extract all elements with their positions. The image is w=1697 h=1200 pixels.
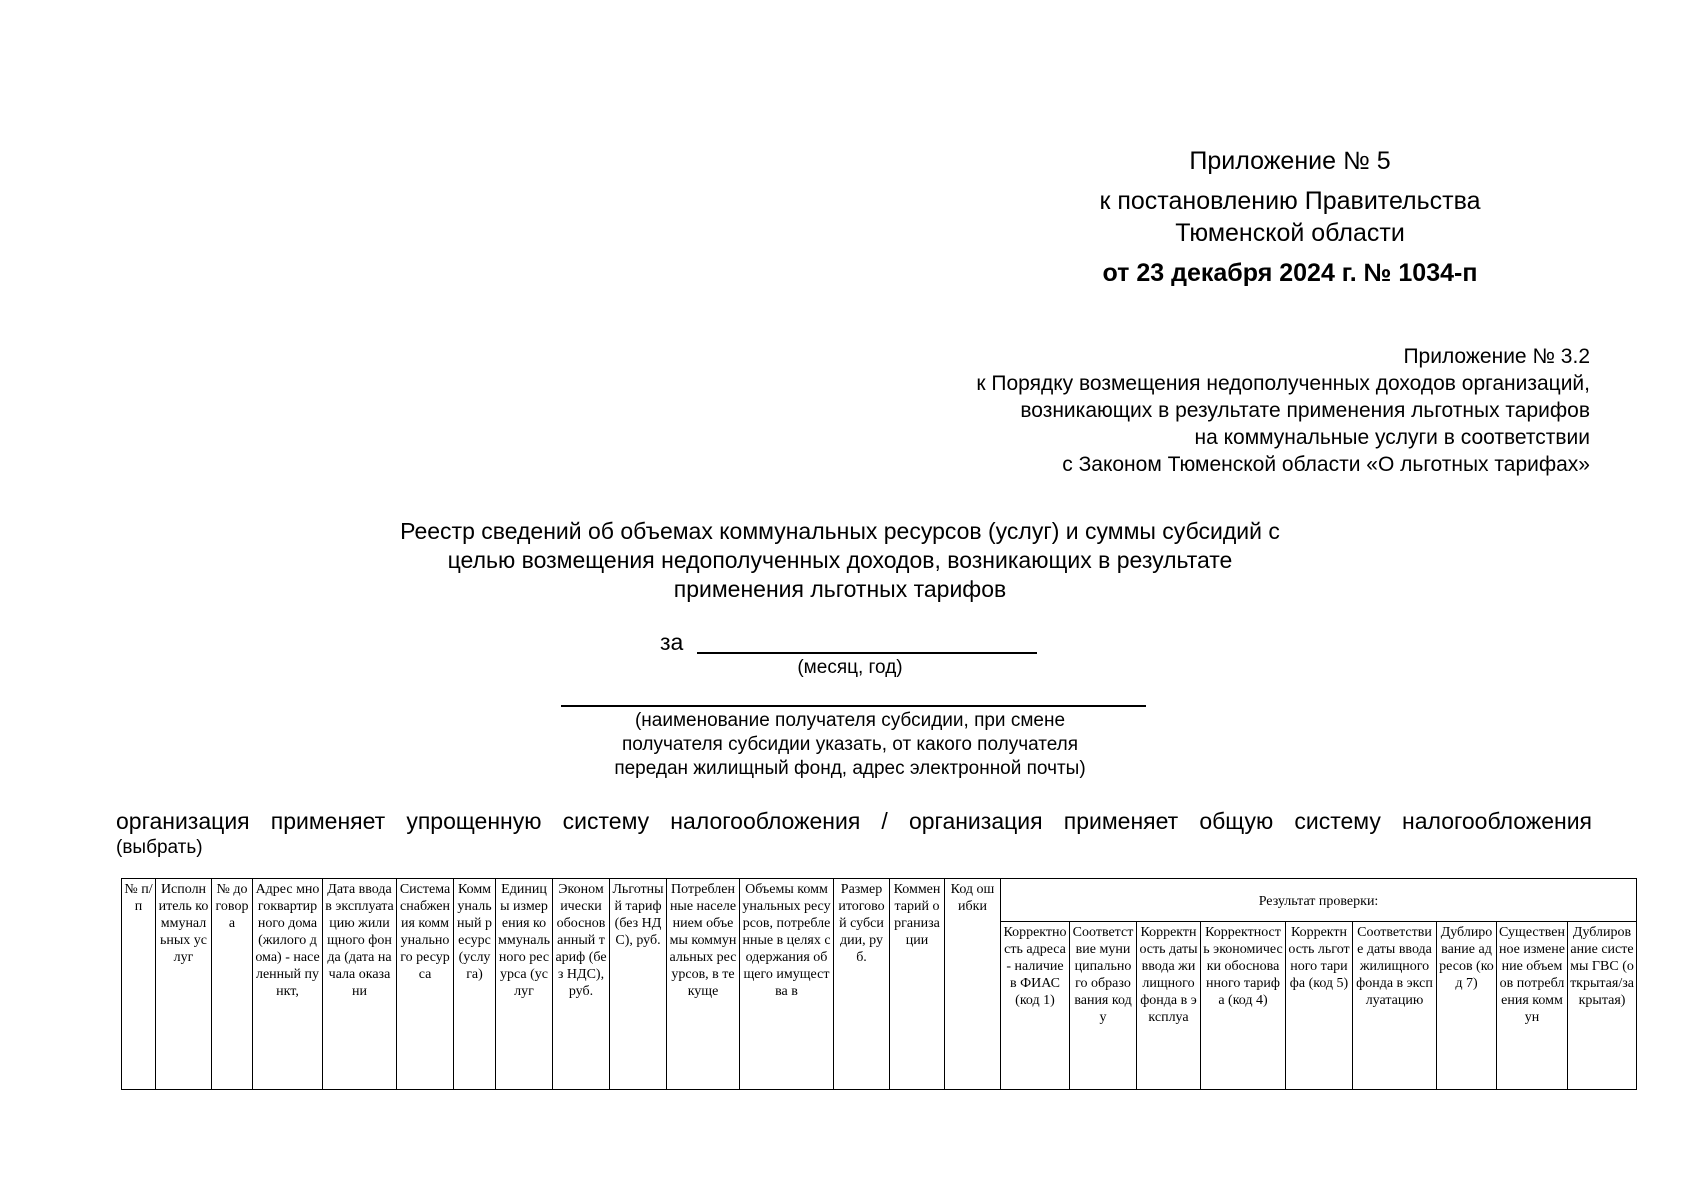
period-field	[660, 628, 1060, 656]
check-header-duplicate-address: Дублирование адресов (код 7)	[1437, 922, 1497, 1090]
column-header-supply-system: Система снабжения коммунального ресурса	[397, 879, 454, 1090]
check-header-economic-tariff: Корректность экономически обоснованного тарифа (код 4)	[1201, 922, 1286, 1090]
column-group-check-result: Результат проверки:	[1001, 879, 1637, 922]
column-header-contract: № договора	[212, 879, 253, 1090]
check-header-preferential-tariff: Корректность льготного тарифа (код 5)	[1286, 922, 1353, 1090]
period-caption: (месяц, год)	[797, 657, 903, 678]
appendix32-block	[830, 343, 1590, 478]
check-header-hot-water-duplicate: Дублирование системы ГВС (открытая/закрытая)	[1568, 922, 1637, 1090]
column-header-economic-tariff: Экономически обоснованный тариф (без НДС), руб.	[553, 879, 610, 1090]
tax-system-hint: (выбрать)	[116, 837, 203, 858]
check-header-address: Корректность адреса - наличие в ФИАС (код 1)	[1001, 922, 1070, 1090]
appendix5-line2: Тюменской области	[1175, 219, 1405, 247]
recipient-blank-line	[561, 705, 1146, 707]
appendix5-line1: к постановлению Правительства	[1099, 187, 1481, 215]
column-header-commission-date: Дата ввода в эксплуатацию жилищного фонда (дата начала оказани	[323, 879, 397, 1090]
appendix5-title: Приложение № 5	[1189, 147, 1391, 175]
tax-system-text: организация применяет упрощенную систему налогообложения / организация применяет общую систему налогообложения	[116, 808, 1592, 834]
recipient-caption-line2: получателя субсидии указать, от какого получателя	[621, 734, 1079, 755]
recipient-caption	[570, 709, 1130, 781]
registry-table	[121, 878, 1637, 1090]
check-header-municipality: Соответствие муниципального образования коду	[1070, 922, 1137, 1090]
column-header-consumed-volumes: Потребленные населением объемы коммунальных ресурсов, в текуще	[667, 879, 740, 1090]
column-header-preferential-tariff: Льготный тариф (без НДС), руб.	[610, 879, 667, 1090]
appendix5-date: от 23 декабря 2024 г. № 1034-п	[1102, 259, 1478, 287]
period-label: за	[660, 629, 684, 655]
column-header-comment: Комментарий организации	[890, 879, 945, 1090]
appendix32-line3: на коммунальные услуги в соответствии	[1194, 426, 1590, 449]
document-title-line1: Реестр сведений об объемах коммунальных ресурсов (услуг) и суммы субсидий с	[400, 518, 1280, 544]
appendix32-line4: с Законом Тюменской области «О льготных тарифах»	[1062, 453, 1590, 476]
recipient-caption-line3: передан жилищный фонд, адрес электронной почты)	[614, 758, 1086, 779]
column-header-number: № п/п	[122, 879, 156, 1090]
column-header-common-property-volumes: Объемы коммунальных ресурсов, потребленные в целях содержания общего имущества в	[740, 879, 834, 1090]
column-header-unit: Единицы измерения коммунального ресурса (услуг	[496, 879, 553, 1090]
period-blank-line	[697, 652, 1037, 654]
column-header-subsidy-amount: Размер итоговой субсидии, руб.	[834, 879, 890, 1090]
check-header-volume-change: Существенное изменение объемов потребления коммун	[1497, 922, 1568, 1090]
check-header-commission-date: Корректность даты ввода жилищного фонда в эксплуа	[1137, 922, 1201, 1090]
appendix32-line2: возникающих в результате применения льготных тарифов	[1020, 399, 1590, 422]
check-header-date-match: Соответствие даты ввода жилищного фонда в эксплуатацию	[1353, 922, 1437, 1090]
document-title	[360, 517, 1320, 604]
column-header-address: Адрес многоквартирного дома (жилого дома) - населенный пункт,	[253, 879, 323, 1090]
document-title-line2: целью возмещения недополученных доходов, возникающих в результате	[447, 547, 1233, 573]
appendix32-line1: к Порядку возмещения недополученных доходов организаций,	[976, 372, 1590, 395]
column-header-provider: Исполнитель коммунальных услуг	[156, 879, 212, 1090]
appendix32-title: Приложение № 3.2	[1403, 345, 1590, 368]
column-header-error-code: Код ошибки	[945, 879, 1001, 1090]
column-header-resource: Коммунальный ресурс (услуга)	[454, 879, 496, 1090]
document-title-line3: применения льготных тарифов	[673, 576, 1007, 602]
recipient-caption-line1: (наименование получателя субсидии, при смене	[634, 710, 1066, 731]
